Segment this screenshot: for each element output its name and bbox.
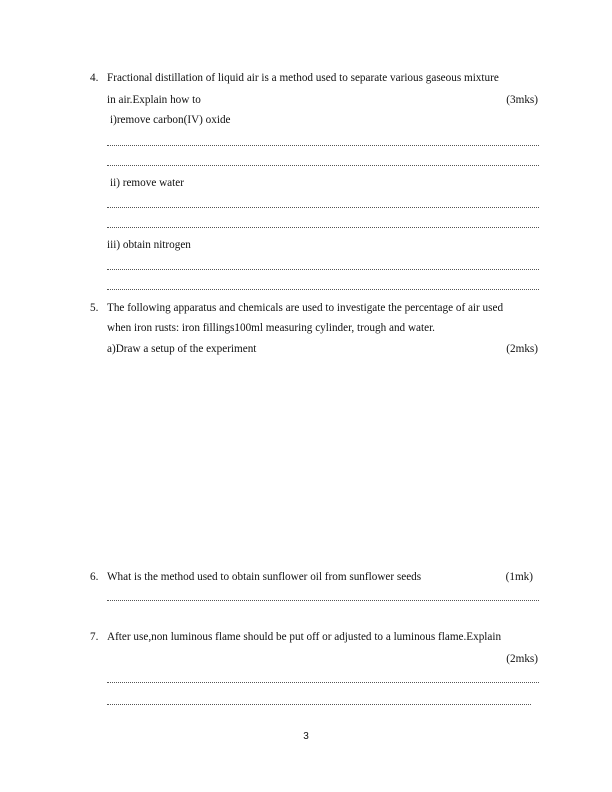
- question-number-4: 4.: [90, 72, 99, 84]
- question-number-5: 5.: [90, 302, 99, 314]
- answer-line[interactable]: [107, 269, 539, 270]
- answer-line[interactable]: [107, 227, 539, 228]
- question-4-marks: (3mks): [506, 94, 538, 106]
- question-number-6: 6.: [90, 571, 99, 583]
- question-6-marks: (1mk): [505, 571, 533, 583]
- drawing-area[interactable]: [107, 365, 539, 560]
- question-7-marks: (2mks): [506, 653, 538, 665]
- answer-line[interactable]: [107, 207, 539, 208]
- question-5-text-line-1: The following apparatus and chemicals are used to investigate the percentage of air used: [107, 302, 504, 314]
- question-5-text-line-2: when iron rusts: iron fillings100ml measuring cylinder, trough and water.: [107, 322, 435, 334]
- answer-line[interactable]: [107, 145, 539, 146]
- question-4-text-line-1: Fractional distillation of liquid air is a method used to separate various gaseous mixture: [107, 72, 499, 84]
- question-5-part-a: a)Draw a setup of the experiment: [107, 343, 257, 355]
- question-4-text-line-2: in air.Explain how to: [107, 94, 201, 106]
- question-number-7: 7.: [90, 631, 99, 643]
- answer-line[interactable]: [107, 704, 531, 705]
- answer-line[interactable]: [107, 165, 539, 166]
- answer-line[interactable]: [107, 600, 539, 601]
- question-6-text: What is the method used to obtain sunflower oil from sunflower seeds: [107, 571, 422, 583]
- question-7-text: After use,non luminous flame should be put off or adjusted to a luminous flame.Explain: [107, 631, 502, 643]
- page-number: 3: [303, 731, 309, 742]
- question-5-marks: (2mks): [506, 343, 538, 355]
- answer-line[interactable]: [107, 682, 539, 683]
- question-4-part-iii: iii) obtain nitrogen: [107, 239, 191, 251]
- answer-line[interactable]: [107, 289, 539, 290]
- question-4-part-ii: ii) remove water: [110, 177, 184, 189]
- question-4-part-i: i)remove carbon(IV) oxide: [110, 114, 231, 126]
